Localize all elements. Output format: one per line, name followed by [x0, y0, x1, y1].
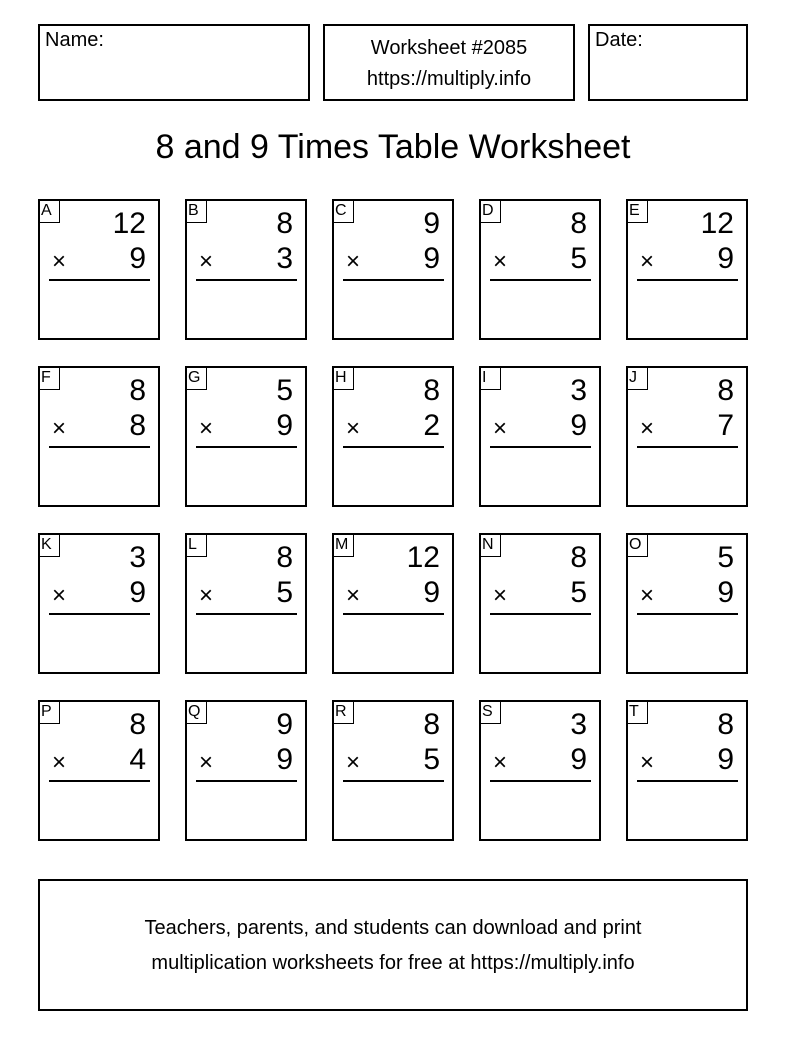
times-sign-icon: ×: [52, 248, 67, 275]
problem-card: [626, 199, 748, 340]
problem-letter: M: [332, 533, 354, 557]
problem-card: [332, 199, 454, 340]
answer-line: [343, 780, 444, 782]
answer-line: [196, 613, 297, 615]
multiplier: 7: [717, 409, 734, 442]
multiplier: 9: [276, 409, 293, 442]
multiplicand: 12: [406, 541, 440, 574]
problem-card: [185, 199, 307, 340]
problem-letter: B: [185, 199, 207, 223]
answer-line: [637, 780, 738, 782]
times-sign-icon: ×: [493, 248, 508, 275]
problem-card: [479, 199, 601, 340]
multiplicand: 9: [423, 207, 440, 240]
problem-card: [38, 366, 160, 507]
answer-line: [637, 613, 738, 615]
footer-text-line-1: Teachers, parents, and students can download and print: [144, 917, 642, 939]
date-field-box: [588, 24, 748, 101]
multiplicand: 8: [570, 207, 587, 240]
multiplicand: 5: [276, 374, 293, 407]
problem-letter: H: [332, 366, 354, 390]
problem-card: [185, 700, 307, 841]
times-sign-icon: ×: [640, 582, 655, 609]
multiplicand: 8: [717, 374, 734, 407]
times-sign-icon: ×: [640, 749, 655, 776]
multiplicand: 8: [276, 207, 293, 240]
times-sign-icon: ×: [346, 582, 361, 609]
problem-card: [626, 533, 748, 674]
multiplier: 5: [570, 576, 587, 609]
multiplicand: 12: [112, 207, 146, 240]
problem-letter: D: [479, 199, 501, 223]
times-sign-icon: ×: [52, 582, 67, 609]
problem-letter: I: [479, 366, 501, 390]
answer-line: [490, 279, 591, 281]
answer-line: [637, 446, 738, 448]
times-sign-icon: ×: [346, 749, 361, 776]
multiplier: 9: [423, 576, 440, 609]
answer-line: [49, 279, 150, 281]
problem-letter: J: [626, 366, 648, 390]
answer-line: [49, 780, 150, 782]
answer-line: [49, 613, 150, 615]
worksheet-info-box: [323, 24, 575, 101]
multiplicand: 9: [276, 708, 293, 741]
times-sign-icon: ×: [640, 415, 655, 442]
multiplicand: 8: [423, 708, 440, 741]
multiplier: 5: [570, 242, 587, 275]
problem-letter: C: [332, 199, 354, 223]
multiplier: 9: [423, 242, 440, 275]
multiplicand: 8: [129, 708, 146, 741]
problem-card: [38, 533, 160, 674]
answer-line: [196, 446, 297, 448]
times-sign-icon: ×: [346, 415, 361, 442]
times-sign-icon: ×: [640, 248, 655, 275]
multiplicand: 8: [129, 374, 146, 407]
problem-card: [38, 700, 160, 841]
problem-card: [332, 366, 454, 507]
problem-card: [332, 700, 454, 841]
answer-line: [343, 279, 444, 281]
worksheet-url: https://multiply.info: [366, 68, 532, 90]
problem-letter: G: [185, 366, 207, 390]
answer-line: [490, 613, 591, 615]
problem-letter: Q: [185, 700, 207, 724]
multiplier: 9: [129, 576, 146, 609]
multiplicand: 8: [423, 374, 440, 407]
multiplier: 9: [717, 743, 734, 776]
multiplicand: 8: [570, 541, 587, 574]
multiplicand: 8: [276, 541, 293, 574]
problem-card: [626, 700, 748, 841]
problem-letter: O: [626, 533, 648, 557]
multiplier: 4: [129, 743, 146, 776]
problem-card: [185, 533, 307, 674]
problem-letter: F: [38, 366, 60, 390]
multiplier: 9: [717, 242, 734, 275]
problem-letter: L: [185, 533, 207, 557]
answer-line: [490, 446, 591, 448]
times-sign-icon: ×: [199, 415, 214, 442]
problem-card: [479, 366, 601, 507]
multiplier: 9: [570, 743, 587, 776]
problem-letter: R: [332, 700, 354, 724]
multiplicand: 8: [717, 708, 734, 741]
date-label: Date:: [595, 29, 643, 51]
problem-card: [332, 533, 454, 674]
page-title: 8 and 9 Times Table Worksheet: [155, 128, 631, 166]
name-label: Name:: [45, 29, 104, 51]
problem-letter: K: [38, 533, 60, 557]
multiplier: 2: [423, 409, 440, 442]
problem-letter: T: [626, 700, 648, 724]
times-sign-icon: ×: [52, 749, 67, 776]
times-sign-icon: ×: [493, 415, 508, 442]
problem-card: [479, 700, 601, 841]
problem-card: [185, 366, 307, 507]
problem-letter: E: [626, 199, 648, 223]
multiplicand: 5: [717, 541, 734, 574]
answer-line: [196, 780, 297, 782]
multiplicand: 3: [570, 374, 587, 407]
multiplier: 9: [570, 409, 587, 442]
times-sign-icon: ×: [52, 415, 67, 442]
answer-line: [49, 446, 150, 448]
name-field-box: [38, 24, 310, 101]
problem-letter: S: [479, 700, 501, 724]
multiplier: 3: [276, 242, 293, 275]
problem-card: [38, 199, 160, 340]
times-sign-icon: ×: [493, 582, 508, 609]
multiplier: 5: [276, 576, 293, 609]
problem-card: [479, 533, 601, 674]
multiplicand: 12: [700, 207, 734, 240]
footer-box: [38, 879, 748, 1011]
problem-letter: P: [38, 700, 60, 724]
times-sign-icon: ×: [199, 582, 214, 609]
problem-card: [626, 366, 748, 507]
answer-line: [343, 613, 444, 615]
answer-line: [196, 279, 297, 281]
multiplier: 8: [129, 409, 146, 442]
problem-letter: A: [38, 199, 60, 223]
times-sign-icon: ×: [346, 248, 361, 275]
multiplier: 5: [423, 743, 440, 776]
multiplicand: 3: [129, 541, 146, 574]
answer-line: [637, 279, 738, 281]
times-sign-icon: ×: [493, 749, 508, 776]
answer-line: [490, 780, 591, 782]
multiplier: 9: [276, 743, 293, 776]
multiplier: 9: [129, 242, 146, 275]
footer-text-line-2: multiplication worksheets for free at https://multiply.info: [151, 952, 635, 974]
answer-line: [343, 446, 444, 448]
times-sign-icon: ×: [199, 248, 214, 275]
multiplier: 9: [717, 576, 734, 609]
multiplicand: 3: [570, 708, 587, 741]
times-sign-icon: ×: [199, 749, 214, 776]
problem-letter: N: [479, 533, 501, 557]
worksheet-number: Worksheet #2085: [370, 37, 528, 59]
